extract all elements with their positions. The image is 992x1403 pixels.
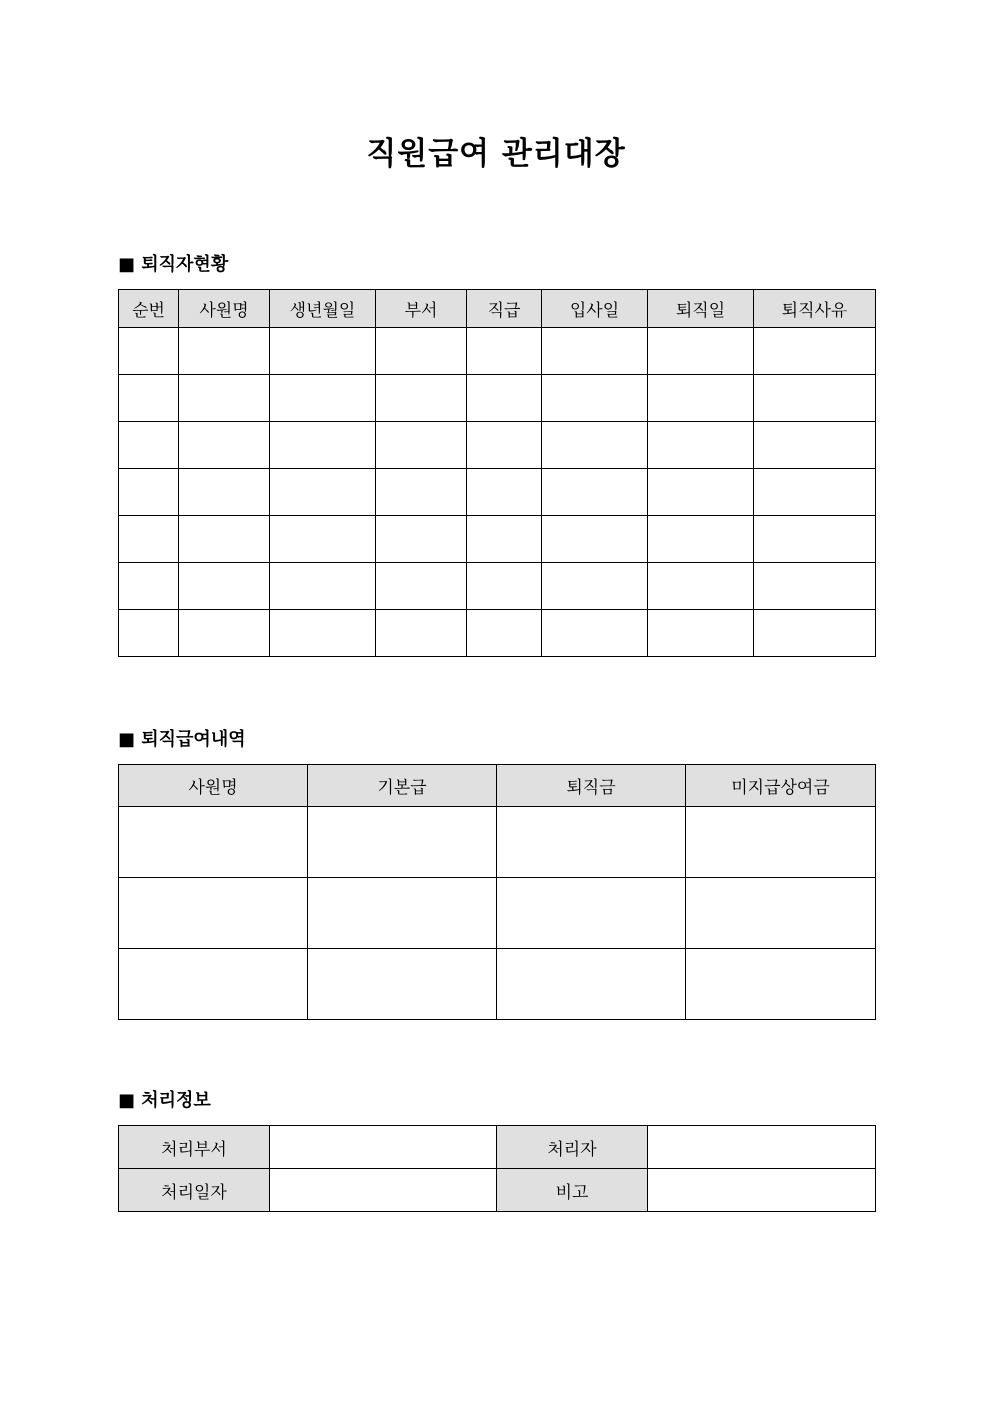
table-header-row <box>119 290 876 328</box>
table-cell[interactable] <box>119 328 179 375</box>
table-cell[interactable] <box>179 328 270 375</box>
column-header: 사원명 <box>179 290 270 328</box>
label-processor: 처리자 <box>497 1126 648 1169</box>
table-cell[interactable] <box>270 375 376 422</box>
table-header-row <box>119 765 876 807</box>
table-cell[interactable] <box>119 375 179 422</box>
table-cell[interactable] <box>467 375 542 422</box>
table-cell[interactable] <box>648 610 754 657</box>
table-row <box>119 610 876 657</box>
table-row <box>119 516 876 563</box>
processing-table <box>118 1125 876 1212</box>
table-cell[interactable] <box>270 563 376 610</box>
table-cell[interactable] <box>542 469 648 516</box>
table-cell[interactable] <box>376 375 467 422</box>
remarks-field[interactable] <box>648 1169 876 1212</box>
table-cell[interactable] <box>179 375 270 422</box>
section-heading-retirees: ■ 퇴직자현황 <box>118 254 229 275</box>
table-cell[interactable] <box>497 949 686 1020</box>
table-cell[interactable] <box>648 516 754 563</box>
table-row <box>119 949 876 1020</box>
table-cell[interactable] <box>686 949 876 1020</box>
processor-field[interactable] <box>648 1126 876 1169</box>
table-cell[interactable] <box>754 328 876 375</box>
page-title: 직원급여 관리대장 <box>366 136 626 172</box>
table-cell[interactable] <box>467 422 542 469</box>
label-remarks: 비고 <box>497 1169 648 1212</box>
table-cell[interactable] <box>648 375 754 422</box>
column-header: 퇴직일 <box>648 290 754 328</box>
table-row <box>119 1126 876 1169</box>
table-cell[interactable] <box>542 328 648 375</box>
table-cell[interactable] <box>648 469 754 516</box>
column-header: 생년월일 <box>270 290 376 328</box>
table-cell[interactable] <box>648 328 754 375</box>
column-header: 기본급 <box>308 765 497 807</box>
retirees-table <box>118 289 876 657</box>
table-cell[interactable] <box>179 469 270 516</box>
table-cell[interactable] <box>119 422 179 469</box>
column-header: 직급 <box>467 290 542 328</box>
table-cell[interactable] <box>376 563 467 610</box>
table-cell[interactable] <box>270 610 376 657</box>
label-processing-dept: 처리부서 <box>119 1126 270 1169</box>
column-header: 미지급상여금 <box>686 765 876 807</box>
table-cell[interactable] <box>376 469 467 516</box>
section-heading-processing: ■ 처리정보 <box>118 1090 211 1111</box>
table-cell[interactable] <box>119 469 179 516</box>
table-cell[interactable] <box>497 878 686 949</box>
table-row <box>119 375 876 422</box>
table-cell[interactable] <box>648 563 754 610</box>
table-cell[interactable] <box>270 422 376 469</box>
table-cell[interactable] <box>119 516 179 563</box>
table-cell[interactable] <box>467 563 542 610</box>
pay-table <box>118 764 876 1020</box>
table-cell[interactable] <box>686 807 876 878</box>
table-cell[interactable] <box>542 610 648 657</box>
table-cell[interactable] <box>754 422 876 469</box>
table-row <box>119 807 876 878</box>
processing-dept-field[interactable] <box>270 1126 497 1169</box>
column-header: 부서 <box>376 290 467 328</box>
label-processing-date: 처리일자 <box>119 1169 270 1212</box>
table-cell[interactable] <box>754 610 876 657</box>
table-cell[interactable] <box>754 469 876 516</box>
table-cell[interactable] <box>119 563 179 610</box>
processing-date-field[interactable] <box>270 1169 497 1212</box>
table-cell[interactable] <box>119 949 308 1020</box>
table-cell[interactable] <box>376 610 467 657</box>
table-cell[interactable] <box>119 807 308 878</box>
column-header: 사원명 <box>119 765 308 807</box>
column-header: 퇴직사유 <box>754 290 876 328</box>
table-cell[interactable] <box>308 949 497 1020</box>
table-cell[interactable] <box>376 422 467 469</box>
table-cell[interactable] <box>308 878 497 949</box>
table-cell[interactable] <box>648 422 754 469</box>
table-cell[interactable] <box>542 422 648 469</box>
table-row <box>119 422 876 469</box>
table-cell[interactable] <box>270 328 376 375</box>
table-cell[interactable] <box>179 516 270 563</box>
table-cell[interactable] <box>686 878 876 949</box>
table-cell[interactable] <box>467 328 542 375</box>
table-row <box>119 469 876 516</box>
table-cell[interactable] <box>542 516 648 563</box>
table-row <box>119 1169 876 1212</box>
section-heading-pay: ■ 퇴직급여내역 <box>118 729 246 750</box>
table-cell[interactable] <box>376 516 467 563</box>
table-cell[interactable] <box>754 563 876 610</box>
column-header: 퇴직금 <box>497 765 686 807</box>
table-cell[interactable] <box>119 878 308 949</box>
table-cell[interactable] <box>542 375 648 422</box>
table-row <box>119 328 876 375</box>
table-cell[interactable] <box>270 516 376 563</box>
table-cell[interactable] <box>179 563 270 610</box>
column-header: 입사일 <box>542 290 648 328</box>
table-cell[interactable] <box>376 328 467 375</box>
table-cell[interactable] <box>754 375 876 422</box>
table-row <box>119 563 876 610</box>
table-cell[interactable] <box>497 807 686 878</box>
table-cell[interactable] <box>179 422 270 469</box>
table-cell[interactable] <box>467 516 542 563</box>
table-cell[interactable] <box>119 610 179 657</box>
table-cell[interactable] <box>754 516 876 563</box>
table-cell[interactable] <box>542 563 648 610</box>
table-cell[interactable] <box>308 807 497 878</box>
table-cell[interactable] <box>179 610 270 657</box>
table-cell[interactable] <box>270 469 376 516</box>
table-cell[interactable] <box>467 469 542 516</box>
table-cell[interactable] <box>467 610 542 657</box>
table-row <box>119 878 876 949</box>
column-header: 순번 <box>119 290 179 328</box>
